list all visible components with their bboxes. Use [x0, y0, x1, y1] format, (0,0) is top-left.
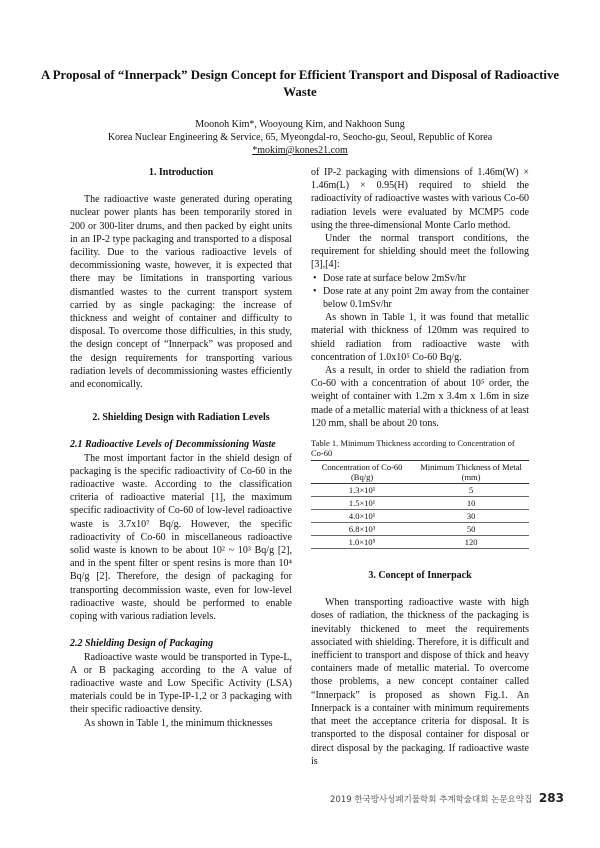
authors: Moonoh Kim*, Wooyoung Kim, and Nakhoon Sung	[195, 119, 405, 130]
subsection-2-2-heading: 2.2 Shielding Design of Packaging	[70, 638, 214, 650]
section-2-heading: 2. Shielding Design with Radiation Levels	[92, 412, 270, 424]
section-3-heading: 3. Concept of Innerpack	[368, 570, 472, 582]
left-column	[70, 166, 292, 730]
section-1-heading: 1. Introduction	[148, 167, 214, 178]
table-cell: 6.8×10³	[311, 523, 413, 536]
paper-title: A Proposal of “Innerpack” Design Concept for Efficient Transport and Disposal of Radioactive Waste	[40, 68, 560, 99]
page-footer	[330, 791, 564, 805]
paragraph-2-2c: of IP-2 packaging with dimensions of 1.46m(W) × 1.46m(L) × 0.95(H) required to shield the radioactivity of radioactive wastes with various Co-60 radiation levels were evaluated by MCMP5 code using the three-dimensional Monte Carlo method.	[311, 167, 529, 231]
paragraph-2-1: The most important factor in the shield design of packaging is the specific radioactivity of Co-60 in the radioactive waste. According to the classification criteria of radioactive material [1], the maximum specific radioactivity of Co-60 of low-level radioactive waste is 3.7x10⁷ Bq/g. However, the specific radioactivity of Co-60 in miscellaneous radioactive solid waste is known to be about 10² ~ 10³ Bq/g [2], and in the spent filter or spent resins is more than 10⁴ Bq/g [2]. Therefore, the design of packaging for transporting decommission waste, even for low-level radioactive waste, should be performed to enable coping with various radiation levels.	[70, 452, 292, 623]
footer-text: 2019 한국방사성폐기물학회 추계학술대회 논문요약집	[330, 795, 533, 805]
table-caption: Table 1. Minimum Thickness according to Concentration of Co-60	[311, 438, 515, 459]
table-header: Minimum Thickness of Metal (mm)	[413, 461, 529, 484]
requirement-list	[311, 272, 529, 312]
table-cell: 50	[413, 523, 529, 536]
table-row	[311, 510, 529, 523]
affiliation: Korea Nuclear Engineering & Service, 65, Myeongdal-ro, Seocho-gu, Seoul, Republic of Korea	[107, 132, 493, 143]
thickness-table	[311, 460, 529, 549]
table-cell: 10	[413, 497, 529, 510]
author-block	[40, 118, 560, 157]
paragraph-table-ref: As shown in Table 1, it was found that metallic material with thickness of 120mm was required to shield radiation from radioactive waste with concentration of 1.0x10⁵ Co-60 Bq/g.	[311, 312, 529, 363]
list-item: • Dose rate at any point 2m away from the container below 0.1mSv/hr	[323, 285, 529, 311]
table-cell: 1.5×10¹	[311, 497, 413, 510]
table-cell: 5	[413, 484, 529, 497]
table-cell: 4.0×10¹	[311, 510, 413, 523]
paragraph-result: As a result, in order to shield the radiation from Co-60 with a concentration of about 10⁵ order, the weight of container with 1.2m x 3.4m x 1.6m in size made of a metallic material with a thickness of at least 120 mm, shall be about 20 tons.	[311, 365, 529, 429]
paragraph-3: When transporting radioactive waste with high doses of radiation, the thickness of the packaging is inevitably thickened to meet the requirements associated with shielding. Therefore, it is difficult and inefficient to transport and dispose of thick and heavy containers made of metallic material. To overcome those problems, a new concept container called “Innerpack” is proposed as shown Fig.1. An Innerpack is a container with minimum requirements that meet the acceptance criteria for disposal. It is transported to the disposal container for disposal or direct disposal by the packaging. If radioactive waste is	[311, 597, 529, 767]
table-cell: 1.3×10¹	[311, 484, 413, 497]
table-cell: 120	[413, 536, 529, 549]
paragraph-2-2: Radioactive waste would be transported in Type-L, A or B packaging according to the A value of radioactive waste and Low Specific Activity (LSA) materials could be in Type-IP-1,2 or 3 packaging with their specific radioactive density.	[70, 651, 292, 716]
right-column	[311, 166, 529, 768]
page-number: 283	[538, 791, 564, 805]
paragraph-2-2b: As shown in Table 1, the minimum thicknesses	[84, 717, 273, 729]
table-header: Concentration of Co-60 (Bq/g)	[311, 461, 413, 484]
table-cell: 1.0×10⁵	[311, 536, 413, 549]
intro-paragraph: The radioactive waste generated during operating nuclear power plants has been temporarily stored in 200 or 300-liter drums, and then packed by eight units in an IP-2 type packaging and transported to a disposal facility. Due to the various radioactive levels of decommissioning waste, however, it is expected that there may be limitations in transporting various dismantled wastes to the current transport system carried by as single packaging: the increase of thickness and weight of container and difficulty to disposal. To overcome those difficulties, in this study, the design concept of “Innerpack” was proposed and the design requirements for transporting various radiation levels of decommissioning wastes efficiently and economically.	[70, 194, 292, 391]
paragraph-requirements: Under the normal transport conditions, the requirement for shielding should meet the following [3],[4]:	[311, 233, 529, 271]
email-link[interactable]: *mokim@kones21.com	[252, 145, 348, 156]
list-item: • Dose rate at surface below 2mSv/hr	[323, 272, 529, 285]
table-row	[311, 497, 529, 510]
table-row	[311, 536, 529, 549]
subsection-2-1-heading: 2.1 Radioactive Levels of Decommissioning Waste	[70, 439, 276, 451]
table-row	[311, 523, 529, 536]
table-cell: 30	[413, 510, 529, 523]
table-row	[311, 484, 529, 497]
